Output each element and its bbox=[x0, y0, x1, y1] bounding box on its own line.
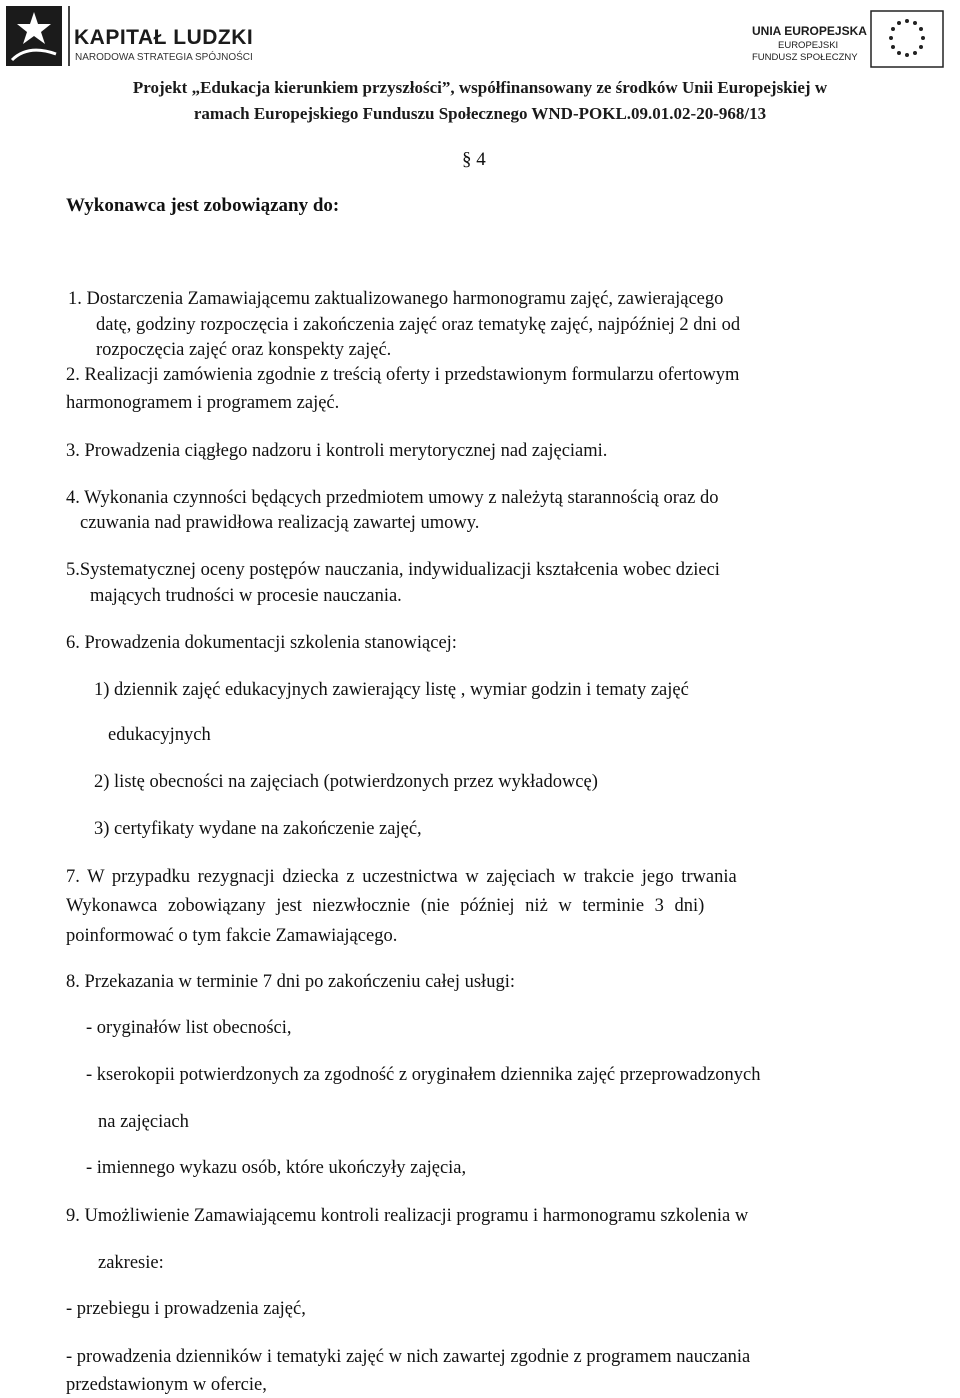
item-8-3: - imiennego wykazu osób, które ukończyły zajęcia, bbox=[86, 1158, 467, 1178]
item-9-line-2: zakresie: bbox=[98, 1253, 164, 1273]
item-8: 8. Przekazania w terminie 7 dni po zakończeniu całej usługi: bbox=[66, 972, 515, 992]
item-8-2-line-1: - kserokopii potwierdzonych za zgodność z oryginałem dziennika zajęć przeprowadzonych bbox=[86, 1065, 761, 1085]
project-line-1: Projekt „Edukacja kierunkiem przyszłości”, współfinansowany ze środków Unii Europejskiej w bbox=[132, 78, 828, 97]
item-2-line-1: 2. Realizacji zamówienia zgodnie z treścią oferty i przedstawionym formularzu ofertowym bbox=[66, 365, 740, 385]
item-4-line-2: czuwania nad prawidłowa realizacją zawartej umowy. bbox=[80, 513, 480, 533]
item-9-2-line-2: przedstawionym w ofercie, bbox=[66, 1375, 267, 1395]
eu-fund-line1: EUROPEJSKI bbox=[778, 40, 839, 51]
kapital-ludzki-title: KAPITAŁ LUDZKI bbox=[74, 26, 254, 49]
item-9-line-1: 9. Umożliwienie Zamawiającemu kontroli realizacji programu i harmonogramu szkolenia w bbox=[66, 1206, 749, 1226]
item-8-2-line-2: na zajęciach bbox=[98, 1112, 189, 1132]
project-line-2: ramach Europejskiego Funduszu Społecznego WND-POKL.09.01.02-20-968/13 bbox=[193, 104, 767, 123]
item-5-line-2: mających trudności w procesie nauczania. bbox=[90, 586, 402, 606]
item-6-1-line-2: edukacyjnych bbox=[108, 725, 211, 745]
eu-flag-icon bbox=[870, 10, 944, 68]
item-6-1-line-1: 1) dziennik zajęć edukacyjnych zawierający listę , wymiar godzin i tematy zajęć bbox=[94, 680, 689, 700]
eu-logo bbox=[744, 4, 949, 70]
item-1-line-2: datę, godziny rozpoczęcia i zakończenia zajęć oraz tematykę zajęć, najpóźniej 2 dni od bbox=[96, 315, 741, 335]
item-8-1: - oryginałów list obecności, bbox=[86, 1018, 292, 1038]
item-4-line-1: 4. Wykonania czynności będących przedmiotem umowy z należytą starannością oraz do bbox=[66, 488, 719, 508]
section-heading: Wykonawca jest zobowiązany do: bbox=[66, 195, 340, 216]
item-7-line-3: poinformować o tym fakcie Zamawiającego. bbox=[66, 926, 398, 946]
item-3: 3. Prowadzenia ciągłego nadzoru i kontroli merytorycznej nad zajęciami. bbox=[66, 441, 608, 461]
item-7-line-1: 7. W przypadku rezygnacji dziecka z uczestnictwa w zajęciach w trakcie jego trwania bbox=[66, 867, 737, 887]
eu-fund-line2: FUNDUSZ SPOŁECZNY bbox=[752, 52, 858, 63]
kapital-ludzki-subtitle: NARODOWA STRATEGIA SPÓJNOŚCI bbox=[75, 52, 253, 63]
item-5-line-1: 5.Systematycznej oceny postępów nauczania, indywidualizacji kształcenia wobec dzieci bbox=[66, 560, 720, 580]
item-1-line-3: rozpoczęcia zajęć oraz konspekty zajęć. bbox=[96, 340, 392, 360]
item-9-2-line-1: - prowadzenia dzienników i tematyki zajęć w nich zawartej zgodnie z programem nauczania bbox=[66, 1347, 751, 1367]
section-symbol: § 4 bbox=[462, 149, 486, 170]
item-6-3: 3) certyfikaty wydane na zakończenie zajęć, bbox=[94, 819, 422, 839]
item-1-line-1: 1. Dostarczenia Zamawiającemu zaktualizowanego harmonogramu zajęć, zawierającego bbox=[68, 289, 724, 309]
eu-title: UNIA EUROPEJSKA bbox=[752, 24, 867, 38]
item-2-line-2: harmonogramem i programem zajęć. bbox=[66, 393, 340, 413]
kapital-ludzki-logo bbox=[4, 4, 304, 72]
item-9-1: - przebiegu i prowadzenia zajęć, bbox=[66, 1299, 306, 1319]
item-6: 6. Prowadzenia dokumentacji szkolenia stanowiącej: bbox=[66, 633, 457, 653]
item-6-2: 2) listę obecności na zajęciach (potwierdzonych przez wykładowcę) bbox=[94, 772, 598, 792]
item-7-line-2: Wykonawca zobowiązany jest niezwłocznie (nie później niż w terminie 3 dni) bbox=[66, 896, 705, 916]
